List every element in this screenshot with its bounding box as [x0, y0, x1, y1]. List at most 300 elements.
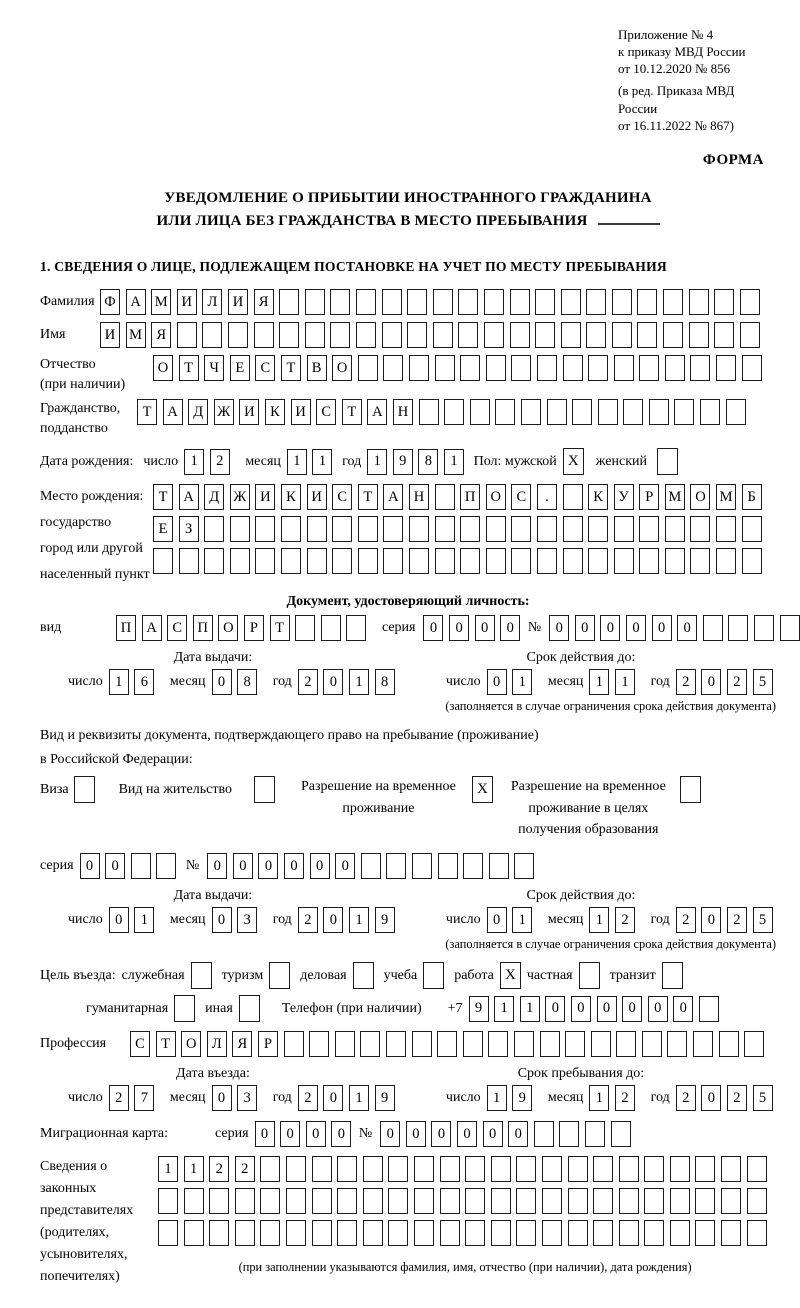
char-box[interactable]: 0: [487, 669, 507, 695]
char-box[interactable]: [716, 548, 736, 574]
char-box[interactable]: [728, 615, 748, 641]
char-box[interactable]: И: [100, 322, 120, 348]
char-box[interactable]: [716, 355, 736, 381]
char-box[interactable]: [158, 1188, 178, 1214]
char-box[interactable]: 8: [375, 669, 395, 695]
char-box[interactable]: [593, 1220, 613, 1246]
char-box[interactable]: У: [614, 484, 634, 510]
char-box[interactable]: К: [588, 484, 608, 510]
char-box[interactable]: [435, 516, 455, 542]
char-box[interactable]: П: [193, 615, 213, 641]
char-box[interactable]: [312, 1156, 332, 1182]
char-box[interactable]: [665, 516, 685, 542]
char-box[interactable]: [346, 615, 366, 641]
char-box[interactable]: С: [511, 484, 531, 510]
char-box[interactable]: [382, 322, 402, 348]
char-box[interactable]: 0: [487, 907, 507, 933]
char-box[interactable]: [361, 853, 381, 879]
char-box[interactable]: [537, 548, 557, 574]
char-box[interactable]: [689, 289, 709, 315]
char-box[interactable]: [463, 853, 483, 879]
char-box[interactable]: [639, 516, 659, 542]
char-box[interactable]: [637, 322, 657, 348]
char-box[interactable]: 1: [312, 449, 332, 475]
char-box[interactable]: [260, 1188, 280, 1214]
char-box[interactable]: [388, 1156, 408, 1182]
purpose-business-checkbox[interactable]: [353, 962, 374, 989]
char-box[interactable]: Р: [639, 484, 659, 510]
char-box[interactable]: [619, 1220, 639, 1246]
gender-female-checkbox[interactable]: [657, 448, 678, 475]
char-box[interactable]: [665, 548, 685, 574]
char-box[interactable]: 9: [393, 449, 413, 475]
char-box[interactable]: 0: [701, 1085, 721, 1111]
char-box[interactable]: [177, 322, 197, 348]
char-box[interactable]: И: [239, 399, 259, 425]
char-box[interactable]: [747, 1220, 767, 1246]
char-box[interactable]: [460, 516, 480, 542]
char-box[interactable]: С: [255, 355, 275, 381]
char-box[interactable]: [699, 996, 719, 1022]
char-box[interactable]: [740, 322, 760, 348]
char-box[interactable]: 1: [615, 669, 635, 695]
char-box[interactable]: [435, 355, 455, 381]
char-box[interactable]: Е: [230, 355, 250, 381]
char-box[interactable]: 1: [494, 996, 514, 1022]
char-box[interactable]: 5: [753, 1085, 773, 1111]
char-box[interactable]: 0: [457, 1121, 477, 1147]
char-box[interactable]: Т: [358, 484, 378, 510]
char-box[interactable]: Т: [137, 399, 157, 425]
char-box[interactable]: [588, 548, 608, 574]
char-box[interactable]: [412, 1031, 432, 1057]
char-box[interactable]: 9: [512, 1085, 532, 1111]
char-box[interactable]: [561, 322, 581, 348]
char-box[interactable]: 1: [520, 996, 540, 1022]
char-box[interactable]: [330, 289, 350, 315]
char-box[interactable]: [337, 1156, 357, 1182]
char-box[interactable]: [747, 1156, 767, 1182]
char-box[interactable]: 1: [184, 1156, 204, 1182]
char-box[interactable]: 9: [375, 1085, 395, 1111]
char-box[interactable]: [486, 355, 506, 381]
char-box[interactable]: 2: [676, 1085, 696, 1111]
char-box[interactable]: [561, 289, 581, 315]
char-box[interactable]: [383, 516, 403, 542]
char-box[interactable]: И: [255, 484, 275, 510]
char-box[interactable]: 0: [335, 853, 355, 879]
char-box[interactable]: В: [307, 355, 327, 381]
char-box[interactable]: 0: [677, 615, 697, 641]
char-box[interactable]: [612, 322, 632, 348]
temp-residence-education-checkbox[interactable]: [680, 776, 701, 803]
char-box[interactable]: [230, 516, 250, 542]
char-box[interactable]: [363, 1188, 383, 1214]
char-box[interactable]: 2: [727, 669, 747, 695]
char-box[interactable]: [514, 853, 534, 879]
char-box[interactable]: [228, 322, 248, 348]
char-box[interactable]: [435, 484, 455, 510]
char-box[interactable]: [235, 1220, 255, 1246]
char-box[interactable]: [695, 1156, 715, 1182]
char-box[interactable]: 1: [134, 907, 154, 933]
char-box[interactable]: [465, 1220, 485, 1246]
char-box[interactable]: 0: [212, 907, 232, 933]
char-box[interactable]: Д: [188, 399, 208, 425]
char-box[interactable]: 0: [500, 615, 520, 641]
char-box[interactable]: [614, 548, 634, 574]
char-box[interactable]: 1: [349, 1085, 369, 1111]
char-box[interactable]: [363, 1156, 383, 1182]
char-box[interactable]: [305, 289, 325, 315]
char-box[interactable]: [568, 1188, 588, 1214]
char-box[interactable]: Т: [179, 355, 199, 381]
char-box[interactable]: 0: [323, 669, 343, 695]
char-box[interactable]: [585, 1121, 605, 1147]
char-box[interactable]: 0: [626, 615, 646, 641]
char-box[interactable]: 0: [255, 1121, 275, 1147]
char-box[interactable]: 0: [423, 615, 443, 641]
char-box[interactable]: [568, 1156, 588, 1182]
char-box[interactable]: [742, 516, 762, 542]
char-box[interactable]: [209, 1220, 229, 1246]
char-box[interactable]: Д: [204, 484, 224, 510]
char-box[interactable]: [535, 322, 555, 348]
char-box[interactable]: 0: [331, 1121, 351, 1147]
char-box[interactable]: [491, 1220, 511, 1246]
char-box[interactable]: [670, 1156, 690, 1182]
char-box[interactable]: 0: [80, 853, 100, 879]
char-box[interactable]: А: [142, 615, 162, 641]
char-box[interactable]: [754, 615, 774, 641]
char-box[interactable]: 0: [280, 1121, 300, 1147]
char-box[interactable]: М: [126, 322, 146, 348]
char-box[interactable]: А: [126, 289, 146, 315]
purpose-other-checkbox[interactable]: [239, 995, 260, 1022]
char-box[interactable]: [312, 1188, 332, 1214]
char-box[interactable]: Т: [342, 399, 362, 425]
char-box[interactable]: [486, 516, 506, 542]
char-box[interactable]: [281, 548, 301, 574]
char-box[interactable]: Я: [151, 322, 171, 348]
char-box[interactable]: [286, 1220, 306, 1246]
char-box[interactable]: [674, 399, 694, 425]
char-box[interactable]: [516, 1220, 536, 1246]
char-box[interactable]: Т: [281, 355, 301, 381]
char-box[interactable]: [260, 1220, 280, 1246]
char-box[interactable]: [568, 1220, 588, 1246]
char-box[interactable]: 0: [306, 1121, 326, 1147]
char-box[interactable]: [586, 289, 606, 315]
char-box[interactable]: О: [181, 1031, 201, 1057]
visa-checkbox[interactable]: [74, 776, 95, 803]
char-box[interactable]: [484, 322, 504, 348]
char-box[interactable]: [547, 399, 567, 425]
char-box[interactable]: А: [383, 484, 403, 510]
char-box[interactable]: 0: [652, 615, 672, 641]
char-box[interactable]: К: [281, 484, 301, 510]
char-box[interactable]: [714, 289, 734, 315]
char-box[interactable]: 1: [349, 669, 369, 695]
char-box[interactable]: [235, 1188, 255, 1214]
char-box[interactable]: [690, 548, 710, 574]
char-box[interactable]: [209, 1188, 229, 1214]
char-box[interactable]: [535, 289, 555, 315]
char-box[interactable]: [337, 1188, 357, 1214]
char-box[interactable]: 0: [575, 615, 595, 641]
char-box[interactable]: 0: [549, 615, 569, 641]
char-box[interactable]: [747, 1188, 767, 1214]
char-box[interactable]: А: [163, 399, 183, 425]
char-box[interactable]: [337, 1220, 357, 1246]
char-box[interactable]: Н: [393, 399, 413, 425]
char-box[interactable]: [204, 516, 224, 542]
char-box[interactable]: А: [367, 399, 387, 425]
char-box[interactable]: [572, 399, 592, 425]
char-box[interactable]: Р: [258, 1031, 278, 1057]
char-box[interactable]: [619, 1188, 639, 1214]
char-box[interactable]: 0: [212, 669, 232, 695]
char-box[interactable]: [363, 1220, 383, 1246]
char-box[interactable]: Т: [156, 1031, 176, 1057]
char-box[interactable]: [255, 516, 275, 542]
char-box[interactable]: Н: [409, 484, 429, 510]
char-box[interactable]: [780, 615, 800, 641]
char-box[interactable]: [484, 289, 504, 315]
char-box[interactable]: [689, 322, 709, 348]
char-box[interactable]: 5: [753, 907, 773, 933]
char-box[interactable]: [412, 853, 432, 879]
char-box[interactable]: 1: [109, 669, 129, 695]
char-box[interactable]: Ч: [204, 355, 224, 381]
char-box[interactable]: [521, 399, 541, 425]
char-box[interactable]: 5: [753, 669, 773, 695]
char-box[interactable]: [409, 355, 429, 381]
char-box[interactable]: [279, 322, 299, 348]
char-box[interactable]: [542, 1188, 562, 1214]
char-box[interactable]: [305, 322, 325, 348]
char-box[interactable]: [690, 355, 710, 381]
char-box[interactable]: 1: [512, 669, 532, 695]
char-box[interactable]: [537, 516, 557, 542]
char-box[interactable]: [665, 355, 685, 381]
char-box[interactable]: [414, 1156, 434, 1182]
purpose-work-checkbox[interactable]: X: [500, 962, 521, 989]
char-box[interactable]: 0: [310, 853, 330, 879]
char-box[interactable]: [542, 1156, 562, 1182]
char-box[interactable]: [330, 322, 350, 348]
char-box[interactable]: [690, 516, 710, 542]
char-box[interactable]: 1: [367, 449, 387, 475]
char-box[interactable]: [719, 1031, 739, 1057]
char-box[interactable]: Ф: [100, 289, 120, 315]
char-box[interactable]: [279, 289, 299, 315]
char-box[interactable]: [593, 1188, 613, 1214]
char-box[interactable]: [255, 548, 275, 574]
purpose-tourism-checkbox[interactable]: [269, 962, 290, 989]
char-box[interactable]: И: [177, 289, 197, 315]
char-box[interactable]: [700, 399, 720, 425]
char-box[interactable]: 0: [600, 615, 620, 641]
char-box[interactable]: [726, 399, 746, 425]
char-box[interactable]: [382, 289, 402, 315]
char-box[interactable]: [591, 1031, 611, 1057]
char-box[interactable]: [388, 1220, 408, 1246]
char-box[interactable]: [721, 1156, 741, 1182]
char-box[interactable]: 3: [237, 907, 257, 933]
char-box[interactable]: [542, 1220, 562, 1246]
char-box[interactable]: 0: [701, 907, 721, 933]
char-box[interactable]: [414, 1188, 434, 1214]
char-box[interactable]: 2: [615, 907, 635, 933]
char-box[interactable]: [281, 516, 301, 542]
char-box[interactable]: 0: [284, 853, 304, 879]
char-box[interactable]: [663, 322, 683, 348]
gender-male-checkbox[interactable]: X: [563, 448, 584, 475]
char-box[interactable]: [444, 399, 464, 425]
char-box[interactable]: [486, 548, 506, 574]
char-box[interactable]: [721, 1188, 741, 1214]
char-box[interactable]: [386, 1031, 406, 1057]
char-box[interactable]: 0: [483, 1121, 503, 1147]
char-box[interactable]: [440, 1156, 460, 1182]
char-box[interactable]: 0: [571, 996, 591, 1022]
char-box[interactable]: [563, 516, 583, 542]
char-box[interactable]: О: [690, 484, 710, 510]
char-box[interactable]: [611, 1121, 631, 1147]
char-box[interactable]: [667, 1031, 687, 1057]
temp-residence-checkbox[interactable]: X: [472, 776, 493, 803]
char-box[interactable]: [419, 399, 439, 425]
char-box[interactable]: [184, 1220, 204, 1246]
char-box[interactable]: [383, 548, 403, 574]
char-box[interactable]: 0: [109, 907, 129, 933]
char-box[interactable]: [540, 1031, 560, 1057]
char-box[interactable]: О: [332, 355, 352, 381]
char-box[interactable]: [463, 1031, 483, 1057]
char-box[interactable]: 8: [237, 669, 257, 695]
char-box[interactable]: [260, 1156, 280, 1182]
char-box[interactable]: [616, 1031, 636, 1057]
char-box[interactable]: 2: [209, 1156, 229, 1182]
char-box[interactable]: [356, 289, 376, 315]
char-box[interactable]: 2: [676, 907, 696, 933]
char-box[interactable]: [639, 355, 659, 381]
char-box[interactable]: [437, 1031, 457, 1057]
char-box[interactable]: [433, 322, 453, 348]
char-box[interactable]: 1: [444, 449, 464, 475]
char-box[interactable]: [563, 355, 583, 381]
char-box[interactable]: 0: [545, 996, 565, 1022]
char-box[interactable]: Ж: [214, 399, 234, 425]
char-box[interactable]: [332, 516, 352, 542]
char-box[interactable]: 0: [648, 996, 668, 1022]
char-box[interactable]: [335, 1031, 355, 1057]
char-box[interactable]: [644, 1188, 664, 1214]
char-box[interactable]: 0: [323, 1085, 343, 1111]
char-box[interactable]: [598, 399, 618, 425]
char-box[interactable]: [388, 1188, 408, 1214]
char-box[interactable]: [460, 548, 480, 574]
char-box[interactable]: 0: [673, 996, 693, 1022]
char-box[interactable]: 3: [237, 1085, 257, 1111]
char-box[interactable]: [307, 516, 327, 542]
char-box[interactable]: 2: [109, 1085, 129, 1111]
char-box[interactable]: [414, 1220, 434, 1246]
char-box[interactable]: [407, 322, 427, 348]
char-box[interactable]: [742, 355, 762, 381]
char-box[interactable]: 0: [701, 669, 721, 695]
char-box[interactable]: П: [460, 484, 480, 510]
char-box[interactable]: [358, 548, 378, 574]
char-box[interactable]: [360, 1031, 380, 1057]
char-box[interactable]: [204, 548, 224, 574]
char-box[interactable]: 0: [406, 1121, 426, 1147]
char-box[interactable]: [714, 322, 734, 348]
char-box[interactable]: [670, 1188, 690, 1214]
char-box[interactable]: 2: [676, 669, 696, 695]
char-box[interactable]: [312, 1220, 332, 1246]
char-box[interactable]: [511, 516, 531, 542]
char-box[interactable]: 1: [487, 1085, 507, 1111]
char-box[interactable]: [511, 355, 531, 381]
char-box[interactable]: И: [228, 289, 248, 315]
char-box[interactable]: [254, 322, 274, 348]
char-box[interactable]: М: [716, 484, 736, 510]
char-box[interactable]: 8: [418, 449, 438, 475]
char-box[interactable]: [358, 516, 378, 542]
char-box[interactable]: [321, 615, 341, 641]
char-box[interactable]: [489, 853, 509, 879]
purpose-humanitarian-checkbox[interactable]: [174, 995, 195, 1022]
char-box[interactable]: [470, 399, 490, 425]
char-box[interactable]: [644, 1156, 664, 1182]
char-box[interactable]: [703, 615, 723, 641]
char-box[interactable]: [332, 548, 352, 574]
char-box[interactable]: [156, 853, 176, 879]
char-box[interactable]: 2: [298, 669, 318, 695]
char-box[interactable]: 2: [727, 907, 747, 933]
char-box[interactable]: Е: [153, 516, 173, 542]
char-box[interactable]: [644, 1220, 664, 1246]
char-box[interactable]: 2: [235, 1156, 255, 1182]
char-box[interactable]: [407, 289, 427, 315]
char-box[interactable]: И: [307, 484, 327, 510]
char-box[interactable]: 2: [298, 1085, 318, 1111]
char-box[interactable]: П: [116, 615, 136, 641]
char-box[interactable]: Л: [207, 1031, 227, 1057]
purpose-official-checkbox[interactable]: [191, 962, 212, 989]
char-box[interactable]: [409, 516, 429, 542]
char-box[interactable]: [588, 516, 608, 542]
char-box[interactable]: [649, 399, 669, 425]
char-box[interactable]: 0: [449, 615, 469, 641]
char-box[interactable]: [559, 1121, 579, 1147]
char-box[interactable]: [614, 516, 634, 542]
char-box[interactable]: Б: [742, 484, 762, 510]
char-box[interactable]: [563, 548, 583, 574]
char-box[interactable]: М: [151, 289, 171, 315]
char-box[interactable]: С: [316, 399, 336, 425]
char-box[interactable]: [716, 516, 736, 542]
char-box[interactable]: [639, 548, 659, 574]
char-box[interactable]: [383, 355, 403, 381]
char-box[interactable]: 0: [212, 1085, 232, 1111]
char-box[interactable]: [179, 548, 199, 574]
char-box[interactable]: 1: [512, 907, 532, 933]
char-box[interactable]: [309, 1031, 329, 1057]
char-box[interactable]: Т: [153, 484, 173, 510]
